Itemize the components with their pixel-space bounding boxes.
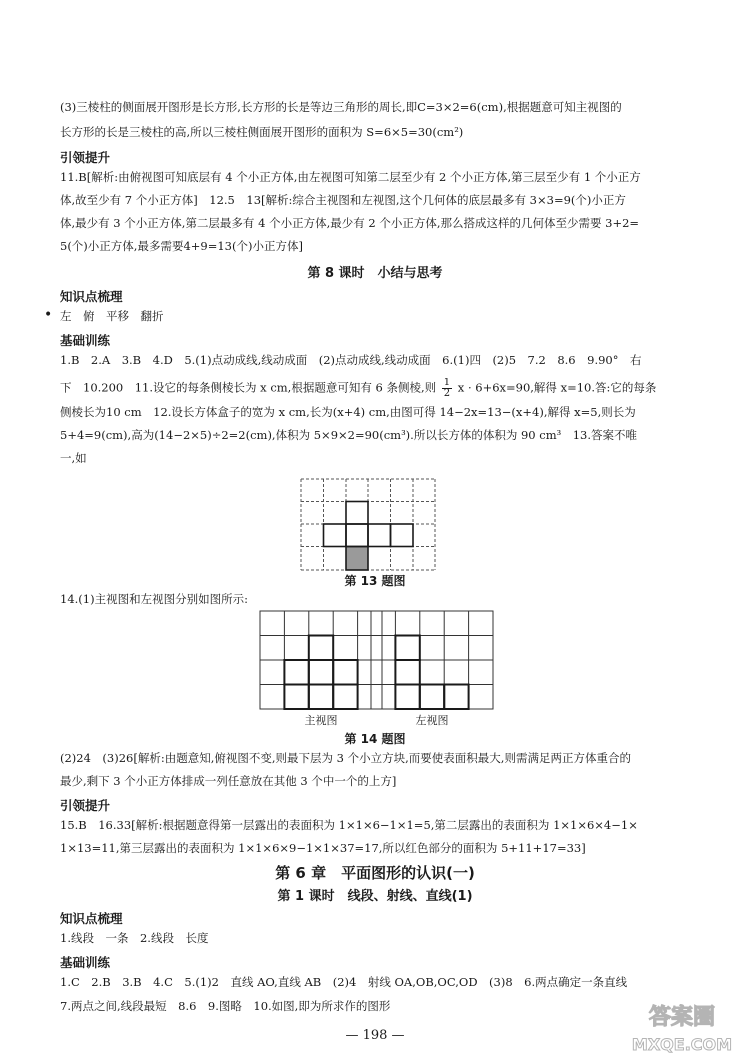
figure-caption: 第 14 题图 — [344, 732, 406, 746]
section-heading: 基础训练 — [60, 955, 111, 970]
svg-text:答案圈: 答案圈 — [648, 1005, 716, 1030]
text-line: 7.两点之间,线段最短 8.6 9.图略 10.如图,即为所求作的图形 — [60, 999, 391, 1013]
text-line: (2)24 (3)26[解析:由题意知,俯视图不变,则最下层为 3 个小立方块,而要使表面积最大,则需满足两正方体重合的 — [60, 751, 631, 765]
text-line: 1.B 2.A 3.B 4.D 5.(1)点动成线,线动成面 (2)点动成线,线动成面 6.(1)四 (2)5 7.2 8.6 9.90° 右 — [60, 353, 642, 367]
text-span: x · 6+6x=90,解得 x=10.答:它的每条 — [457, 380, 657, 395]
main-view-label: 主视图 — [304, 714, 338, 727]
text-line: 侧棱长为10 cm 12.设长方体盒子的宽为 x cm,长为(x+4) cm,由图可得 14−2x=13−(x+4),解得 x=5,则长为 — [60, 405, 636, 419]
text-line: 一,如 — [60, 451, 87, 465]
ink-dot: • — [44, 307, 53, 323]
section-heading: 知识点梳理 — [60, 911, 123, 926]
left-view-label: 左视图 — [415, 714, 449, 727]
watermark-logo — [622, 998, 742, 1058]
page-number: — 198 — — [345, 1028, 405, 1043]
figure-14-left-view — [370, 610, 494, 710]
view-outline — [284, 636, 357, 710]
section-heading: 引领提升 — [60, 798, 111, 813]
svg-text:MXQE.COM: MXQE.COM — [631, 1035, 733, 1054]
text-line: 5(个)小正方体,最多需要4+9=13(个)小正方体] — [60, 239, 303, 253]
chapter-title: 第 6 章 平面图形的认识(一) — [275, 864, 475, 882]
text-line: 14.(1)主视图和左视图分别如图所示: — [60, 592, 248, 606]
fraction-numerator: 1 — [443, 378, 451, 388]
view-outline — [395, 636, 468, 710]
text-line: 1.C 2.B 3.B 4.C 5.(1)2 直线 AO,直线 AB (2)4 射线 OA,OB,OC,OD (3)8 6.两点确定一条直线 — [60, 975, 628, 989]
lesson-title: 第 1 课时 线段、射线、直线(1) — [277, 889, 473, 904]
text-span: 下 10.200 11.设它的每条侧棱长为 x cm,根据题意可知有 6 条侧棱,则 — [60, 380, 437, 395]
section-heading: 知识点梳理 — [60, 289, 123, 304]
net-outline — [324, 502, 414, 571]
fraction-denominator: 2 — [443, 388, 451, 399]
text-line: 体,最少有 3 个小正方体,第二层最多有 4 个小正方体,最少有 2 个小正方体,那么搭成这样的几何体至少需要 3+2= — [60, 216, 640, 230]
figure-14-main-view — [259, 610, 383, 710]
figure-caption: 第 13 题图 — [344, 574, 406, 588]
text-line: 最少,剩下 3 个小正方体排成一列任意放在其他 3 个中一个的上方] — [60, 774, 397, 788]
text-line: 11.B[解析:由俯视图可知底层有 4 个小正方体,由左视图可知第二层至少有 2 个小正方体,第三层至少有 1 个小正方 — [60, 170, 641, 184]
figure-13-net-grid — [300, 478, 436, 571]
shaded-cell — [346, 547, 368, 571]
text-line: (3)三棱柱的侧面展开图形是长方形,长方形的长是等边三角形的周长,即C=3×2=6(cm),根据题意可知主视图的 — [60, 100, 622, 114]
text-line: 长方形的长是三棱柱的高,所以三棱柱侧面展开图形的面积为 S=6×5=30(cm²) — [60, 125, 464, 139]
text-line: 体,故至少有 7 个小正方体] 12.5 13[解析:综合主视图和左视图,这个几何体的底层最多有 3×3=9(个)小正方 — [60, 193, 626, 207]
text-line: 15.B 16.33[解析:根据题意得第一层露出的表面积为 1×1×6−1×1=5,第二层露出的表面积为 1×1×6×4−1× — [60, 818, 638, 832]
text-line: 左 俯 平移 翻折 — [60, 309, 164, 323]
text-line-with-fraction — [60, 378, 700, 399]
text-line: 1.线段 一条 2.线段 长度 — [60, 931, 209, 945]
text-line: 5+4=9(cm),高为(14−2×5)÷2=2(cm),体积为 5×9×2=90(cm³).所以长方体的体积为 90 cm³ 13.答案不唯 — [60, 428, 638, 442]
fraction — [442, 378, 452, 399]
text-line: 1×13=11,第三层露出的表面积为 1×1×6×9−1×1×37=17,所以红色部分的面积为 5+11+17=33] — [60, 841, 586, 855]
lesson-title: 第 8 课时 小结与思考 — [307, 266, 443, 281]
section-heading: 基础训练 — [60, 333, 111, 348]
section-heading: 引领提升 — [60, 150, 111, 165]
